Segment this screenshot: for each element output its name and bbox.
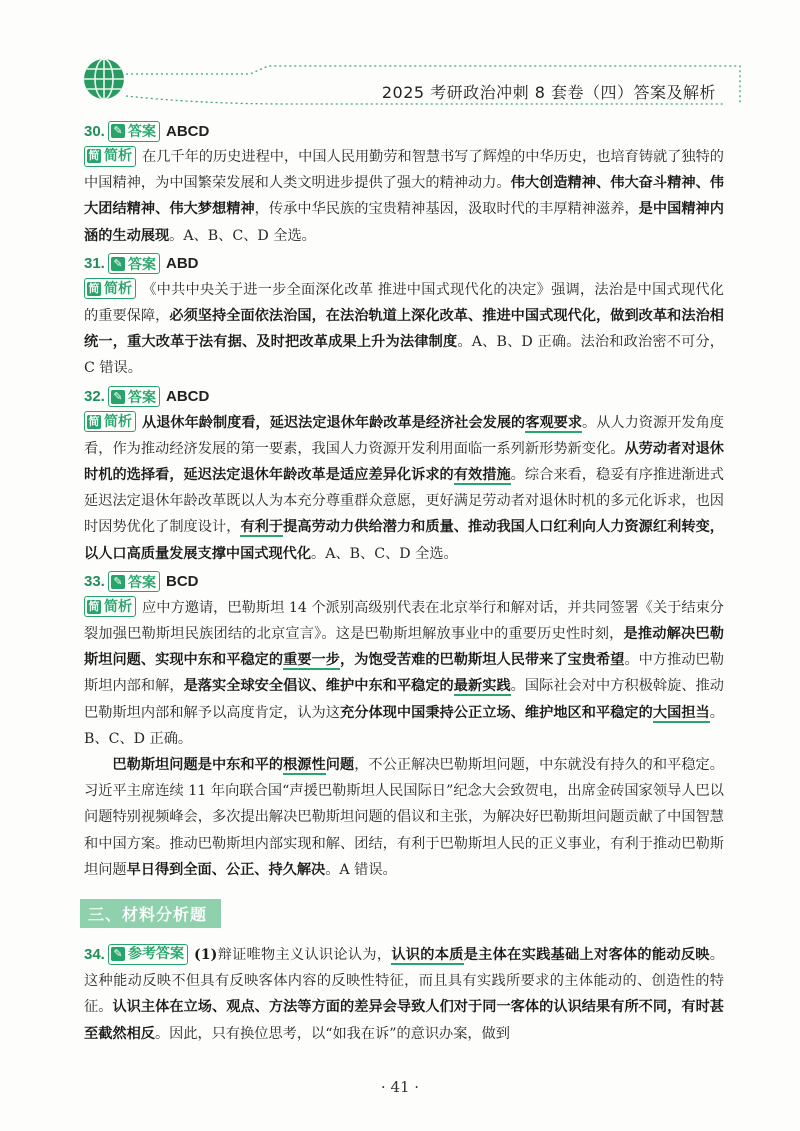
text: ，不公正解决巴勒斯坦问题，中东就没有持久的和平稳定。习近平主席连续 11 年向联合国“声援巴勒斯坦人民国际日”纪念大会致贺电，出席金砖国家领导人巴以问题特别视频峰会，多次提出解决巴勒斯坦问题的倡议和主张，为解决好巴勒斯坦问题贡献了中国智慧和中国方案。推动巴勒斯坦内部实现和解、团结，有利于巴勒斯坦人民的正义事业，有利于推动巴勒斯坦问题 xyxy=(84,757,724,878)
text: 。A、B、D 正确。法治和政治密不可分，C 错误。 xyxy=(84,334,724,377)
text: 。国际社会对中方积极斡旋、推动巴勒斯坦内部和解予以高度肯定，认为这 xyxy=(84,678,724,721)
underlined-keyword: 认识的本质 xyxy=(391,947,464,964)
analysis-paragraph xyxy=(84,410,724,567)
text: 在几千年的历史进程中，中国人民用勤劳和智慧书写了辉煌的中华历史，也培育铸就了独特的中国精神，为中国繁荣发展和人类文明进步提供了强大的精神动力。 xyxy=(84,149,724,192)
underlined-keyword: 大国担当 xyxy=(652,704,710,721)
text: 辩证唯物主义认识论认为， xyxy=(217,947,392,964)
analysis-label: 简析 xyxy=(104,280,132,297)
bold-text: 充分体现中国秉持公正立场、维护地区和平稳定的 xyxy=(340,704,653,721)
text: 。中方推动巴勒斯坦内部和解， xyxy=(84,652,724,695)
analysis-tag xyxy=(84,411,136,432)
answer-label: 答案 xyxy=(128,256,156,273)
answer-value: BCD xyxy=(166,573,199,591)
text: 。A、B、C、D 全选。 xyxy=(169,227,316,244)
underlined-keyword: 根源性 xyxy=(283,757,326,774)
pencil-icon: ✎ xyxy=(111,124,125,138)
pencil-icon: ✎ xyxy=(111,575,125,589)
underlined-keyword: 客观要求 xyxy=(525,414,583,431)
answer-value: ABCD xyxy=(166,388,210,406)
analysis-paragraph xyxy=(84,595,724,752)
answer-tag xyxy=(108,253,160,274)
text: 。从人力资源开发角度看，作为推动经济发展的第一要素，我国人力资源开发利用面临一系列新形势新变化。 xyxy=(84,414,724,457)
answer-label: 答案 xyxy=(128,124,156,140)
sub-question-number: (1) xyxy=(194,947,218,964)
underlined-keyword: 重要一步 xyxy=(283,652,340,669)
question-number: 32. xyxy=(84,388,105,406)
notes-icon: 简 xyxy=(88,599,100,613)
text: ，传承中华民族的宝贵精神基因，汲取时代的丰厚精神滋养， xyxy=(254,201,639,218)
answer-label: 答案 xyxy=(128,574,156,591)
bold-text: 巴勒斯坦问题是中东和平的 xyxy=(112,757,284,774)
question-30 xyxy=(84,118,724,249)
bold-text: 必须坚持全面依法治国，在法治轨道上深化改革、推进中国式现代化，做到改革和法治相统一，重大改革于法有据、及时把改革成果上升为法律制度 xyxy=(84,308,724,351)
bold-text: 是主体在实践基础上对客体的能动反映 xyxy=(463,947,710,964)
text: 。这种能动反映不但具有反映客体内容的反映性特征，而且具有实践所要求的主体能动的、创造性的特征。 xyxy=(84,947,724,1016)
analysis-tag xyxy=(84,146,136,167)
reference-answer-paragraph xyxy=(84,942,724,1047)
text: 。因此，只有换位思考，以“如我在诉”的意识办案，做到 xyxy=(154,1025,510,1042)
text: 。B、C、D 正确。 xyxy=(84,704,724,747)
analysis-paragraph xyxy=(84,144,724,249)
analysis-paragraph xyxy=(84,277,724,382)
notes-icon: 简 xyxy=(88,414,100,428)
globe-logo-icon xyxy=(84,59,124,99)
bold-text: ，为饱受苦难的巴勒斯坦人民带来了宝贵希望 xyxy=(340,652,625,669)
section-heading: 三、材料分析题 xyxy=(80,899,221,928)
header-title: 2025 考研政治冲刺 8 套卷（四）答案及解析 xyxy=(381,83,716,102)
bold-text: 认识主体在立场、观点、方法等方面的差异会导致人们对于同一客体的认识结果有所不同，有时甚至截然相反 xyxy=(84,999,724,1042)
pencil-icon: ✎ xyxy=(111,947,125,961)
bold-text: 是中国精神内涵的生动展现 xyxy=(84,201,724,244)
text: 应中方邀请，巴勒斯坦 14 个派别高级别代表在北京举行和解对话，并共同签署《关于结束分裂加强巴勒斯坦民族团结的北京宣言》。这是巴勒斯坦解放事业中的重要历史性时刻， xyxy=(84,599,724,643)
text: 《中共中央关于进一步全面深化改革 推进中国式现代化的决定》强调，法治是中国式现代化的重要保障， xyxy=(84,281,724,325)
analysis-label: 简析 xyxy=(104,147,132,164)
answer-value: ABD xyxy=(166,255,199,273)
bold-text: 从退休年龄制度看，延迟法定退休年龄改革是经济社会发展的 xyxy=(142,414,526,431)
bold-text: 问题 xyxy=(325,757,355,774)
bold-text: 是落实全球安全倡议、维护中东和平稳定的 xyxy=(183,678,454,695)
analysis-paragraph-2 xyxy=(84,752,724,883)
answer-tag xyxy=(108,121,160,142)
question-number: 30. xyxy=(84,122,105,140)
reference-answer-label: 参考答案 xyxy=(128,945,184,962)
underlined-keyword: 有利于 xyxy=(240,519,284,536)
page-header xyxy=(0,0,800,120)
pencil-icon: ✎ xyxy=(111,257,125,271)
reference-answer-tag xyxy=(108,944,188,965)
answer-value: ABCD xyxy=(166,122,210,140)
question-number: 33. xyxy=(84,573,105,591)
answer-content xyxy=(84,118,724,1049)
analysis-label: 简析 xyxy=(104,598,132,615)
text: 。综合来看，稳妥有序推进渐进式延迟法定退休年龄改革既以人为本充分尊重群众意愿，更好满足劳动者对退休时机的多元化诉求，也因时因势优化了制度设计， xyxy=(84,467,724,536)
analysis-tag xyxy=(84,596,136,617)
bold-text: 是推动解决巴勒斯坦问题、实现中东和平稳定的 xyxy=(84,626,724,669)
notes-icon: 简 xyxy=(88,149,100,162)
bold-text: 提高劳动力供给潜力和质量、推动我国人口红利向人力资源红利转变，以人口高质量发展支撑中国式现代化 xyxy=(84,519,724,562)
question-number: 34. xyxy=(84,946,105,964)
answer-label: 答案 xyxy=(128,389,156,406)
question-33 xyxy=(84,569,724,883)
question-31 xyxy=(84,251,724,382)
pencil-icon: ✎ xyxy=(111,390,125,404)
question-number: 31. xyxy=(84,255,105,273)
notes-icon: 简 xyxy=(88,281,100,295)
page-number: · 41 · xyxy=(380,1078,420,1096)
underlined-keyword: 最新实践 xyxy=(453,678,511,695)
underlined-keyword: 有效措施 xyxy=(453,467,511,484)
text: 。A、B、C、D 全选。 xyxy=(311,545,458,562)
bold-text: 早日得到全面、公正、持久解决 xyxy=(126,861,326,878)
analysis-tag xyxy=(84,278,136,299)
answer-tag xyxy=(108,386,160,407)
text: 。A 错误。 xyxy=(325,861,397,878)
question-34 xyxy=(84,942,724,1047)
bold-text: 从劳动者对退休时机的选择看，延迟法定退休年龄改革是适应差异化诉求的 xyxy=(84,440,724,484)
bold-text: 伟大创造精神、伟大奋斗精神、伟大团结精神、伟大梦想精神 xyxy=(84,175,724,218)
analysis-label: 简析 xyxy=(104,413,132,430)
answer-tag xyxy=(108,571,160,592)
question-32 xyxy=(84,384,724,567)
